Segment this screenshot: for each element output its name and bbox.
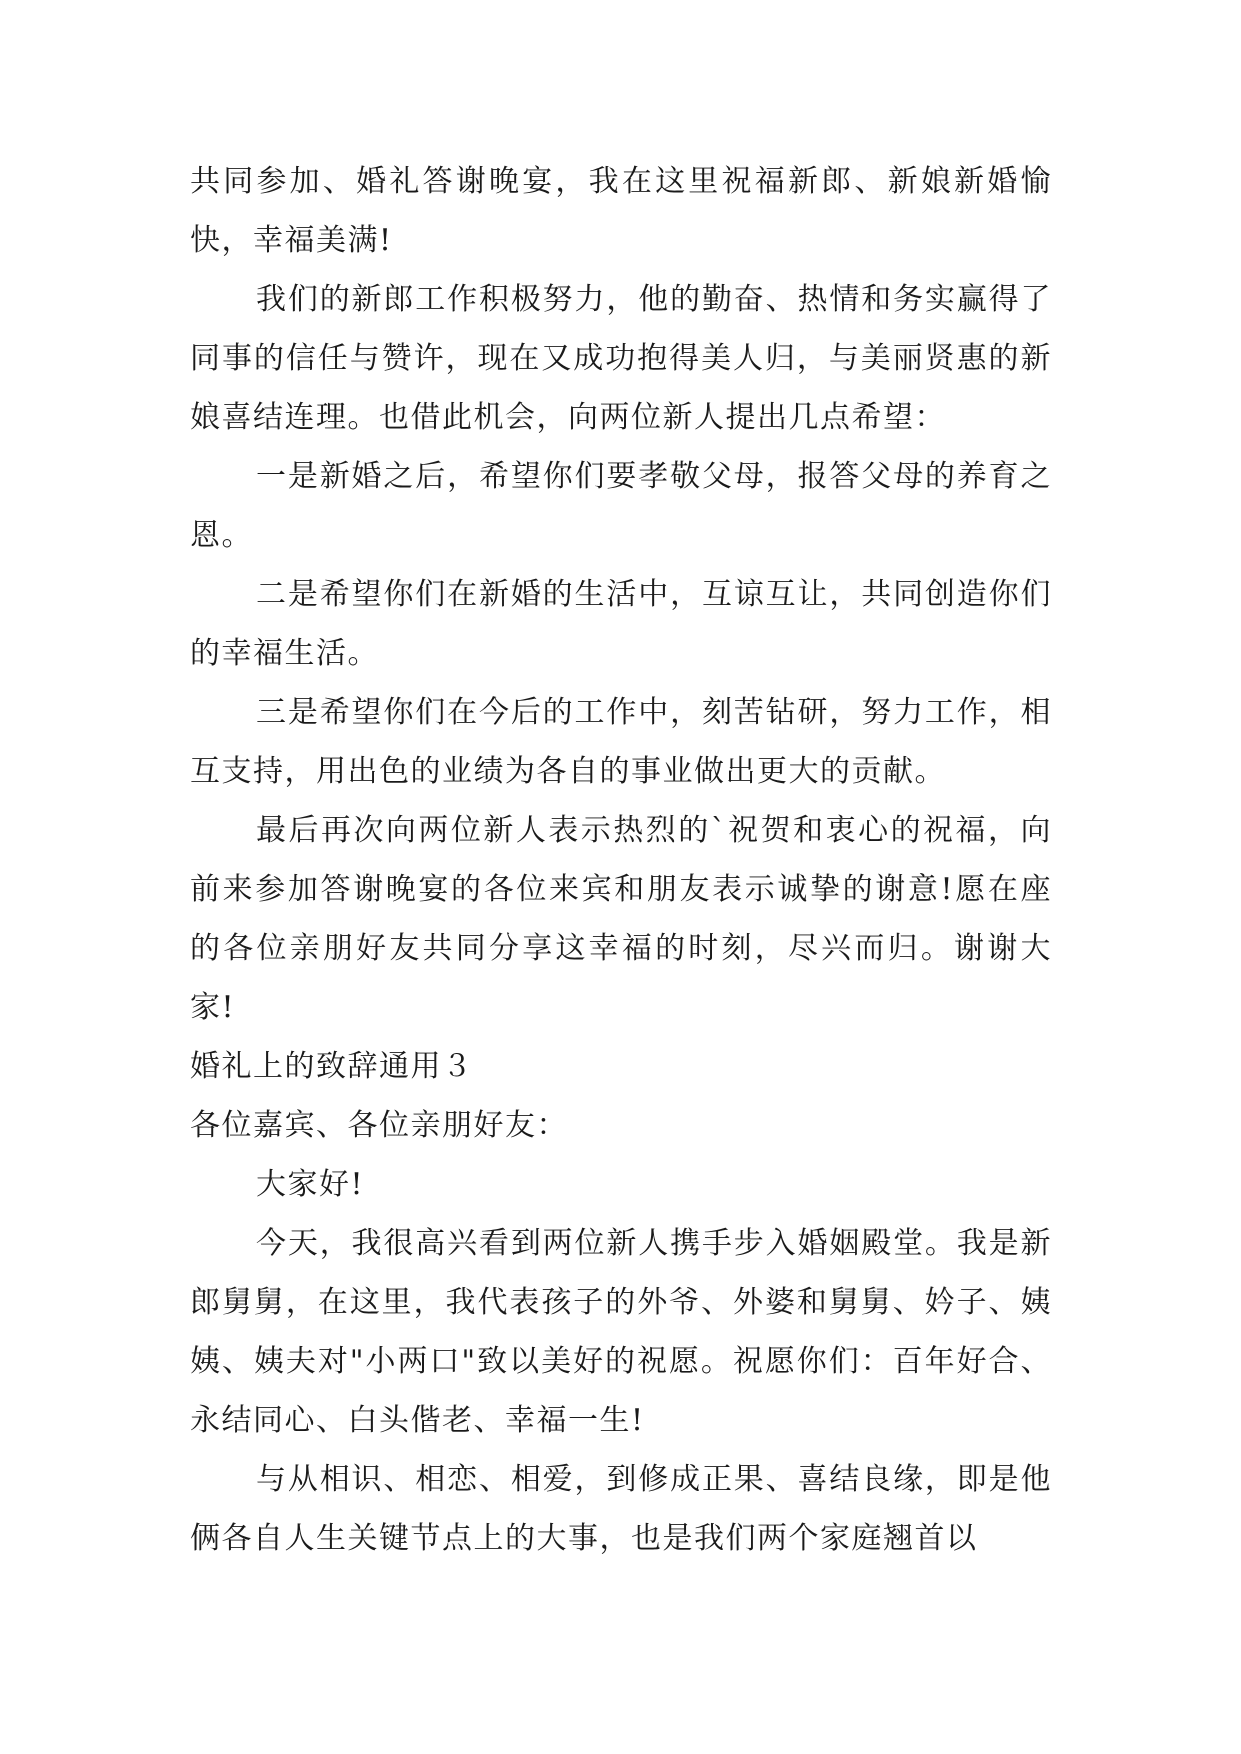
paragraph-uncle-blessing: 今天，我很高兴看到两位新人携手步入婚姻殿堂。我是新郎舅舅，在这里，我代表孩子的外爷、外婆和舅舅、妗子、姨姨、姨夫对"小两口"致以美好的祝愿。祝愿你们：百年好合、永结同心、白头偕老、幸福一生! — [190, 1226, 1052, 1438]
paragraph-hope-one: 一是新婚之后，希望你们要孝敬父母，报答父母的养育之恩。 — [190, 459, 1052, 553]
document-body — [190, 152, 1052, 1568]
section-heading: 婚礼上的致辞通用３ — [190, 1049, 474, 1084]
paragraph-groom-praise: 我们的新郎工作积极努力，他的勤奋、热情和务实赢得了同事的信任与赞许，现在又成功抱得美人归，与美丽贤惠的新娘喜结连理。也借此机会，向两位新人提出几点希望： — [190, 282, 1052, 435]
paragraph-hope-three: 三是希望你们在今后的工作中，刻苦钻研，努力工作，相互支持，用出色的业绩为各自的事业做出更大的贡献。 — [190, 695, 1052, 789]
salutation: 各位嘉宾、各位亲朋好友： — [190, 1108, 568, 1143]
greeting: 大家好! — [256, 1167, 365, 1202]
paragraph-continuation: 共同参加、婚礼答谢晚宴，我在这里祝福新郎、新娘新婚愉快，幸福美满! — [190, 164, 1052, 258]
paragraph-milestone: 与从相识、相恋、相爱，到修成正果、喜结良缘，即是他俩各自人生关键节点上的大事，也是我们两个家庭翘首以 — [190, 1462, 1052, 1556]
paragraph-closing: 最后再次向两位新人表示热烈的`祝贺和衷心的祝福，向前来参加答谢晚宴的各位来宾和朋友表示诚挚的谢意!愿在座的各位亲朋好友共同分享这幸福的时刻，尽兴而归。谢谢大家! — [190, 813, 1052, 1025]
paragraph-hope-two: 二是希望你们在新婚的生活中，互谅互让，共同创造你们的幸福生活。 — [190, 577, 1052, 671]
